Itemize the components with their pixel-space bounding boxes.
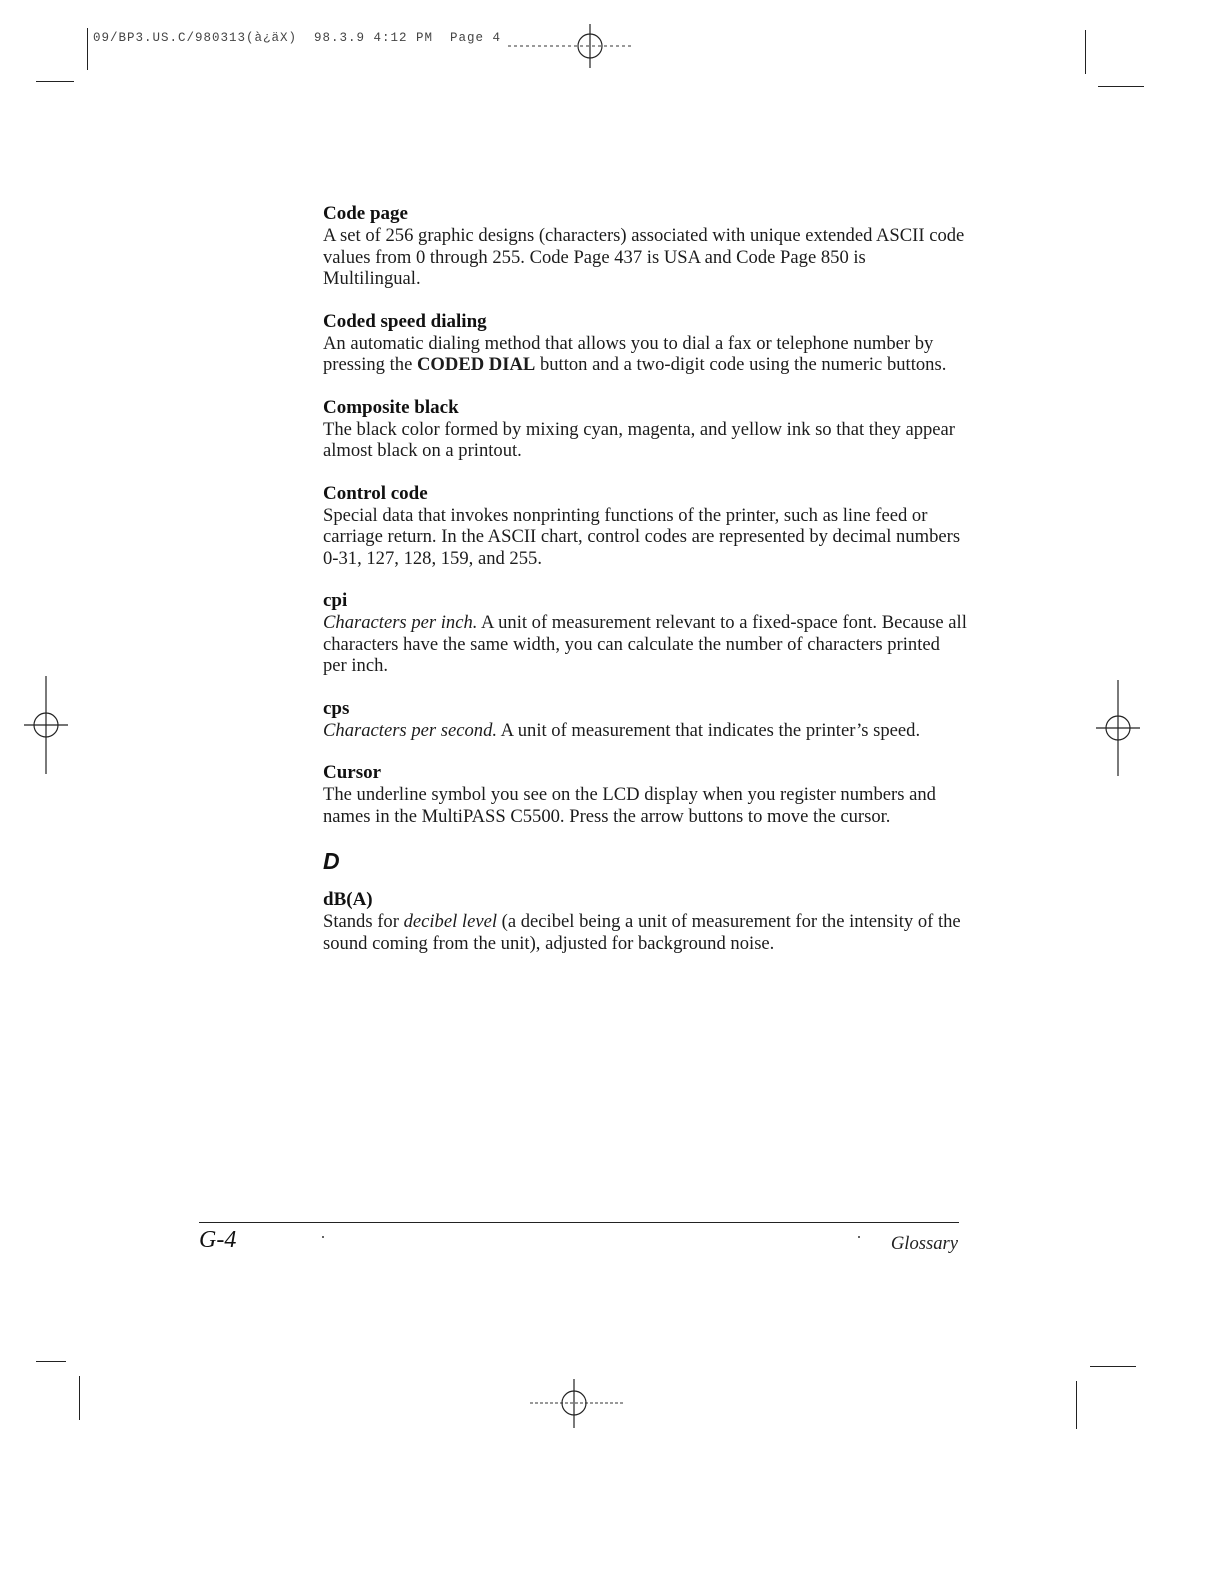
term-heading: cpi (323, 590, 348, 611)
term-heading: dB(A) (323, 889, 373, 910)
term-heading: Composite black (323, 396, 459, 418)
button-name: CODED DIAL (417, 354, 536, 375)
term-definition (323, 720, 968, 742)
glossary-entry (323, 762, 968, 827)
term-definition (323, 612, 968, 677)
definition-text: button and a two-digit code using the numeric buttons. (535, 354, 947, 375)
term-definition: Special data that invokes nonprinting functions of the printer, such as line feed or carriage return. In the ASCII chart, control codes are represented by decimal numbers 0-31, 127, 128, 159, and 255. (323, 504, 961, 569)
glossary-entry (323, 483, 968, 570)
crop-mark (1090, 1366, 1136, 1367)
section-letter-heading: D (323, 848, 340, 874)
term-definition: The black color formed by mixing cyan, magenta, and yellow ink so that they appear almost black on a printout. (323, 418, 955, 461)
definition-text: Stands for (323, 911, 404, 932)
term-definition: A set of 256 graphic designs (characters) associated with unique extended ASCII code values from 0 through 255. Code Page 437 is USA and Code Page 850 is Multilingual. (323, 225, 965, 289)
glossary-entry (323, 203, 968, 290)
term-heading: cps (323, 697, 350, 719)
page-number: G-4 (199, 1227, 237, 1253)
crop-mark (36, 81, 74, 82)
crop-mark (1085, 30, 1086, 74)
glossary-entry (323, 889, 968, 954)
expansion-text: Characters per inch. (323, 612, 478, 633)
glossary-entries (323, 203, 968, 975)
term-heading: Control code (323, 482, 428, 504)
registration-mark-icon (508, 22, 638, 72)
speck (322, 1236, 324, 1238)
definition-text: (a decibel being a unit of measurement for the intensity of the sound coming from the unit), adjusted for background noise. (323, 911, 961, 954)
crop-mark (79, 1376, 80, 1420)
glossary-entry (323, 311, 968, 376)
term-definition (323, 911, 968, 954)
definition-text: A unit of measurement that indicates the printer’s speed. (497, 719, 921, 741)
term-definition (323, 333, 968, 376)
crop-mark (1098, 86, 1144, 87)
expansion-text: Characters per second. (323, 719, 498, 741)
speck (858, 1236, 860, 1238)
crop-mark (87, 28, 88, 70)
footer-rule (199, 1222, 959, 1223)
emphasis-text: decibel level (403, 911, 498, 932)
crop-mark (36, 1361, 66, 1362)
running-footer-title: Glossary (890, 1233, 958, 1254)
definition-text: A unit of measurement relevant to a fixed-space font. Because all characters have the same width, you can calculate the number of characters printed per inch. (323, 612, 967, 676)
registration-mark-icon (530, 1376, 630, 1430)
glossary-entry (323, 698, 968, 742)
glossary-entry (323, 590, 968, 677)
term-heading: Code page (323, 203, 408, 224)
definition-text: An automatic dialing method that allows you to dial a fax or telephone number by pressing the (323, 332, 934, 375)
term-definition: The underline symbol you see on the LCD display when you register numbers and names in the MultiPASS C5500. Press the arrow buttons to move the cursor. (323, 784, 936, 827)
crop-mark (1076, 1381, 1077, 1429)
glossary-entry (323, 397, 968, 462)
print-slug: 09/BP3.US.C/980313(à¿äX) 98.3.9 4:12 PM Page 4 (93, 31, 502, 45)
term-heading: Cursor (323, 762, 382, 783)
registration-mark-icon (22, 676, 72, 776)
registration-mark-icon (1094, 680, 1144, 780)
term-heading: Coded speed dialing (323, 310, 487, 332)
